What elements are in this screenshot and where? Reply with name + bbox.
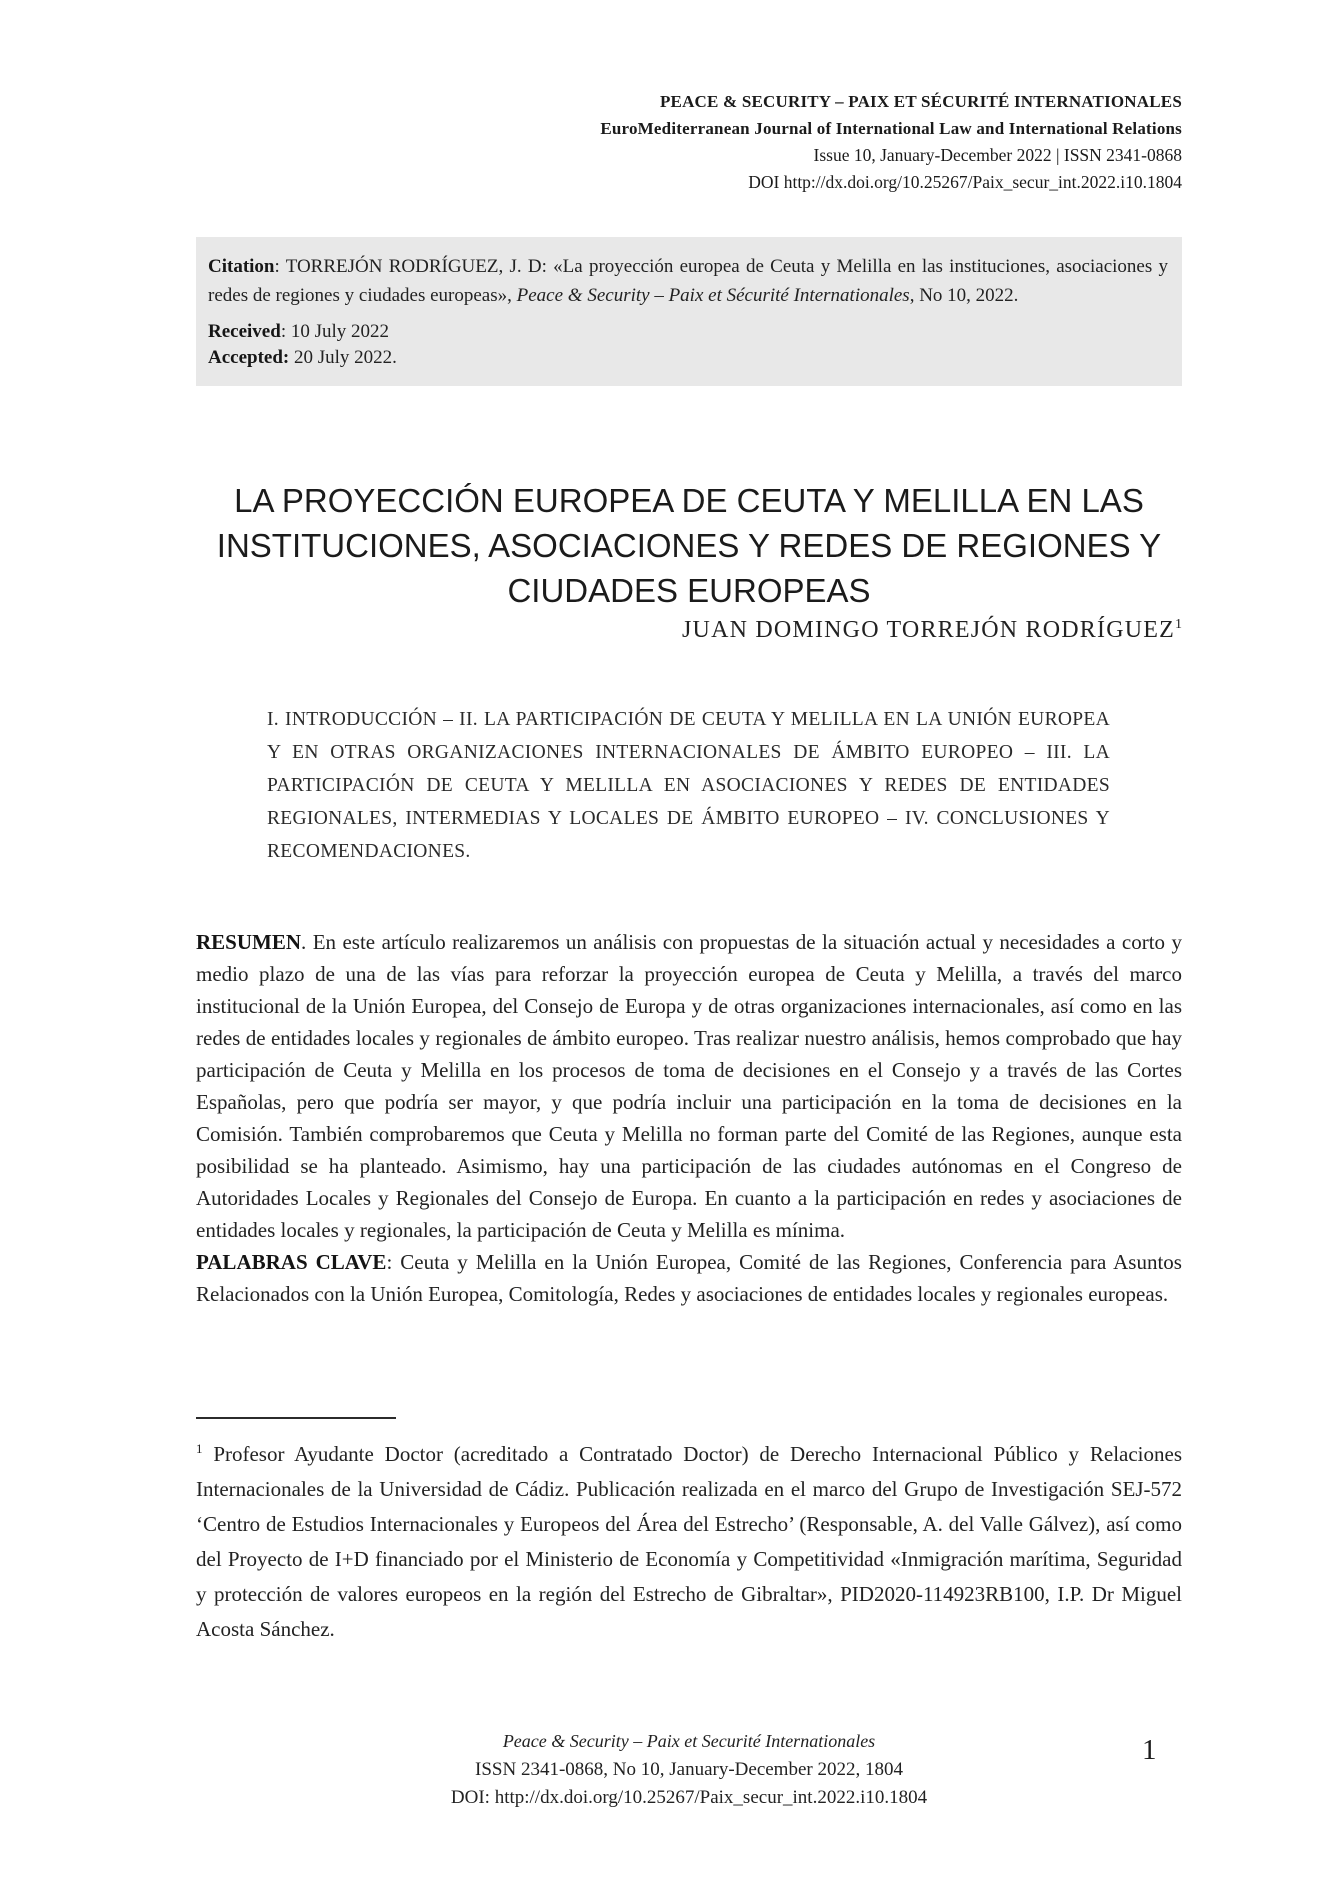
accepted-line: Accepted: 20 July 2022. [208,347,397,368]
author-line [196,617,1182,644]
keywords-label: PALABRAS CLAVE [196,1250,387,1274]
abstract-paragraph: RESUMEN. En este artículo realizaremos un análisis con propuestas de la situación actual y necesidades a corto y medio plazo de una de las vías para reforzar la proyección europea de Ceuta y Melilla, a través del marco institucional de la Unión Europea, del Consejo de Europa y de otras organizaciones internacionales, así como en las redes de entidades locales y regionales de ámbito europeo. Tras realizar nuestro análisis, hemos comprobado que hay participación de Ceuta y Melilla en los procesos de toma de decisiones en el Consejo y a través de las Cortes Españolas, pero que podría ser mayor, y que podría incluir una participación en la toma de decisiones en la Comisión. También comprobaremos que Ceuta y Melilla no forman parte del Comité de las Regiones, aunque esta posibilidad se ha planteado. Asimismo, hay una participación de las ciudades autónomas en el Congreso de Autoridades Locales y Regionales del Consejo de Europa. En cuanto a la participación en redes y asociaciones de entidades locales y regionales, la participación de Ceuta y Melilla es mínima. [196,930,1182,1242]
keywords-paragraph: PALABRAS CLAVE: Ceuta y Melilla en la Unión Europea, Comité de las Regiones, Conferencia para Asuntos Relacionados con la Unión Europea, Comitología, Redes y asociaciones de entidades locales y regionales europeas. [196,1250,1182,1306]
page-footer [196,1727,1182,1813]
article-title [196,478,1182,613]
citation-box [196,237,1182,386]
journal-issue-line: Issue 10, January-December 2022 | ISSN 2341-0868 [813,145,1182,165]
abstract-block [196,926,1182,1310]
author-footnote-ref: 1 [1175,617,1182,632]
journal-doi-line: DOI http://dx.doi.org/10.25267/Paix_secur_int.2022.i10.1804 [748,172,1182,192]
abstract-label: RESUMEN [196,930,302,954]
footer-issn-line: ISSN 2341-0868, No 10, January-December 2022, 1804 [475,1758,903,1780]
citation-label: Citation [208,256,275,277]
citation-text: Citation: TORREJÓN RODRÍGUEZ, J. D: «La proyección europea de Ceuta y Melilla en las instituciones, asociaciones y redes de regiones y ciudades europeas», Peace & Security – Paix et Sécurité Internationales, No 10, 2022. [208,256,1168,306]
footer-journal-name: Peace & Security – Paix et Securité Internationales [502,1731,876,1751]
journal-name-line: PEACE & SECURITY – PAIX ET SÉCURITÉ INTERNATIONALES [659,92,1182,111]
footnote-ref: 1 [196,1441,203,1456]
author-name: JUAN DOMINGO TORREJÓN RODRÍGUEZ [682,617,1175,643]
article-title-line: CIUDADES EUROPEAS [507,572,871,609]
received-line: Received: 10 July 2022 [208,321,390,342]
footnote-text: $^1$ Profesor Ayudante Doctor (acreditado a Contratado Doctor) de Derecho Internacional Público y Relaciones Internacionales de la Universidad de Cádiz. Publicación realizada en el marco del Grupo de Investigación SEJ-572 ‘Centro de Estudios Internacionales y Europeos del Área del Estrecho’ (Responsable, A. del Valle Gálvez), así como del Proyecto de I+D financiado por el Ministerio de Economía y Competitividad «Inmigración marítima, Seguridad y protección de valores europeos en la región del Estrecho de Gibraltar», PID2020-114923RB100, I.P. Dr Miguel Acosta Sánchez. [196,1441,1182,1641]
journal-subtitle-line: EuroMediterranean Journal of International Law and International Relations [600,119,1182,138]
footnote-separator [196,1417,396,1419]
article-outline: I. INTRODUCCIÓN – II. LA PARTICIPACIÓN DE CEUTA Y MELILLA EN LA UNIÓN EUROPEA Y EN OTRAS ORGANIZACIONES INTERNACIONALES DE ÁMBITO EUROPEO – III. LA PARTICIPACIÓN DE CEUTA Y MELILLA EN ASOCIACIONES Y REDES DE ENTIDADES REGIONALES, INTERMEDIAS Y LOCALES DE ÁMBITO EUROPEO – IV. CONCLUSIONES Y RECOMENDACIONES. [267,709,1110,862]
citation-journal-name: Peace & Security – Paix et Sécurité Internationales [516,285,910,306]
page-number: 1 [1142,1734,1157,1766]
article-title-line: LA PROYECCIÓN EUROPEA DE CEUTA Y MELILLA EN LAS [234,482,1144,519]
journal-header [196,88,1182,196]
received-label: Received [208,321,281,342]
article-title-line: INSTITUCIONES, ASOCIACIONES Y REDES DE REGIONES Y [216,527,1162,564]
footer-doi-line: DOI: http://dx.doi.org/10.25267/Paix_secur_int.2022.i10.1804 [450,1787,928,1808]
accepted-label: Accepted: [208,347,290,368]
